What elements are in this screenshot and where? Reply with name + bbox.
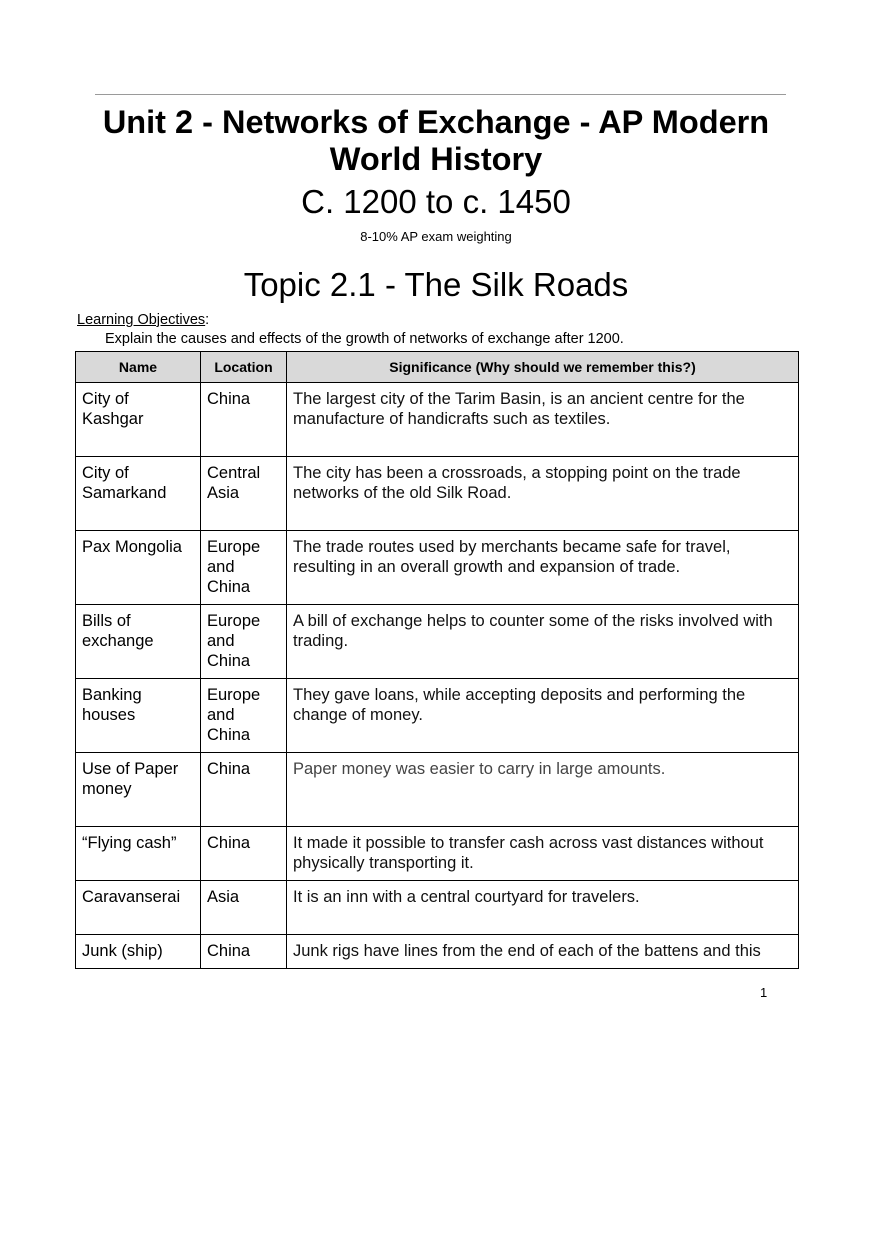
cell-name-text: “Flying cash” xyxy=(82,834,177,852)
header-rule xyxy=(95,94,786,95)
cell-significance-text: It made it possible to transfer cash across vast distances without physically transporting it. xyxy=(293,834,764,872)
cell-name xyxy=(76,827,201,881)
cell-name-text: Use of Paper money xyxy=(82,760,179,798)
cell-significance-text: The largest city of the Tarim Basin, is an ancient centre for the manufacture of handicrafts such as textiles. xyxy=(293,390,745,428)
cell-significance xyxy=(287,457,799,531)
cell-location xyxy=(201,457,287,531)
cell-location xyxy=(201,605,287,679)
cell-name-text: Caravanserai xyxy=(82,888,181,906)
learning-objectives-label: Learning Objectives xyxy=(77,312,206,328)
cell-location-text: China xyxy=(207,942,251,960)
page-number: 1 xyxy=(760,985,768,1000)
cell-name xyxy=(76,457,201,531)
table-row xyxy=(76,605,799,679)
table-row xyxy=(76,383,799,457)
cell-location xyxy=(201,753,287,827)
cell-significance xyxy=(287,827,799,881)
topic-heading: Topic 2.1 - The Silk Roads xyxy=(243,266,629,303)
table-row xyxy=(76,827,799,881)
cell-name-text: City of Kashgar xyxy=(82,390,144,428)
cell-name xyxy=(76,753,201,827)
learning-objective-text: Explain the causes and effects of the growth of networks of exchange after 1200. xyxy=(105,331,624,347)
table-row xyxy=(76,457,799,531)
cell-significance xyxy=(287,881,799,935)
cell-location xyxy=(201,383,287,457)
cell-location-text: Central Asia xyxy=(207,464,261,502)
silk-roads-table xyxy=(75,351,799,969)
column-header-name: Name xyxy=(76,352,201,383)
table-header-row xyxy=(76,352,799,383)
cell-location xyxy=(201,679,287,753)
cell-name-text: Banking houses xyxy=(82,686,142,724)
cell-location-text: Asia xyxy=(207,888,240,906)
cell-significance-text: Junk rigs have lines from the end of each of the battens and this xyxy=(293,942,761,960)
cell-significance xyxy=(287,935,799,969)
column-header-location: Location xyxy=(201,352,287,383)
cell-name xyxy=(76,383,201,457)
cell-name xyxy=(76,531,201,605)
table-row xyxy=(76,531,799,605)
cell-location-text: Europe and China xyxy=(207,686,261,744)
cell-significance xyxy=(287,531,799,605)
cell-name xyxy=(76,881,201,935)
cell-name xyxy=(76,605,201,679)
cell-location-text: China xyxy=(207,760,251,778)
cell-name-text: City of Samarkand xyxy=(82,464,167,502)
cell-location-text: Europe and China xyxy=(207,538,261,596)
table-row xyxy=(76,753,799,827)
cell-significance xyxy=(287,383,799,457)
learning-objectives-colon: : xyxy=(205,312,210,328)
cell-name-text: Junk (ship) xyxy=(82,942,163,960)
table-row xyxy=(76,679,799,753)
cell-significance-text: The city has been a crossroads, a stopping point on the trade networks of the old Silk Road. xyxy=(293,464,741,502)
cell-location xyxy=(201,881,287,935)
cell-significance xyxy=(287,605,799,679)
cell-location xyxy=(201,827,287,881)
cell-location-text: Europe and China xyxy=(207,612,261,670)
cell-significance-text: They gave loans, while accepting deposits and performing the change of money. xyxy=(293,686,746,724)
cell-location xyxy=(201,935,287,969)
cell-significance-text: Paper money was easier to carry in large amounts. xyxy=(293,760,666,778)
cell-significance-text: It is an inn with a central courtyard for travelers. xyxy=(293,888,640,906)
period-subtitle: C. 1200 to c. 1450 xyxy=(301,183,571,220)
cell-name-text: Bills of exchange xyxy=(82,612,154,650)
cell-location-text: China xyxy=(207,834,251,852)
cell-location-text: China xyxy=(207,390,251,408)
table-row xyxy=(76,935,799,969)
learning-objectives-heading xyxy=(77,312,209,329)
cell-name xyxy=(76,935,201,969)
cell-significance xyxy=(287,753,799,827)
cell-name xyxy=(76,679,201,753)
cell-significance xyxy=(287,679,799,753)
exam-weighting: 8-10% AP exam weighting xyxy=(360,229,512,244)
cell-significance-text: A bill of exchange helps to counter some of the risks involved with trading. xyxy=(293,612,773,650)
cell-name-text: Pax Mongolia xyxy=(82,538,182,556)
column-header-significance: Significance (Why should we remember this?) xyxy=(287,352,799,383)
table-row xyxy=(76,881,799,935)
document-title: Unit 2 - Networks of Exchange - AP Modern World History xyxy=(102,104,770,177)
cell-significance-text: The trade routes used by merchants became safe for travel, resulting in an overall growth and expansion of trade. xyxy=(293,538,731,576)
cell-location xyxy=(201,531,287,605)
